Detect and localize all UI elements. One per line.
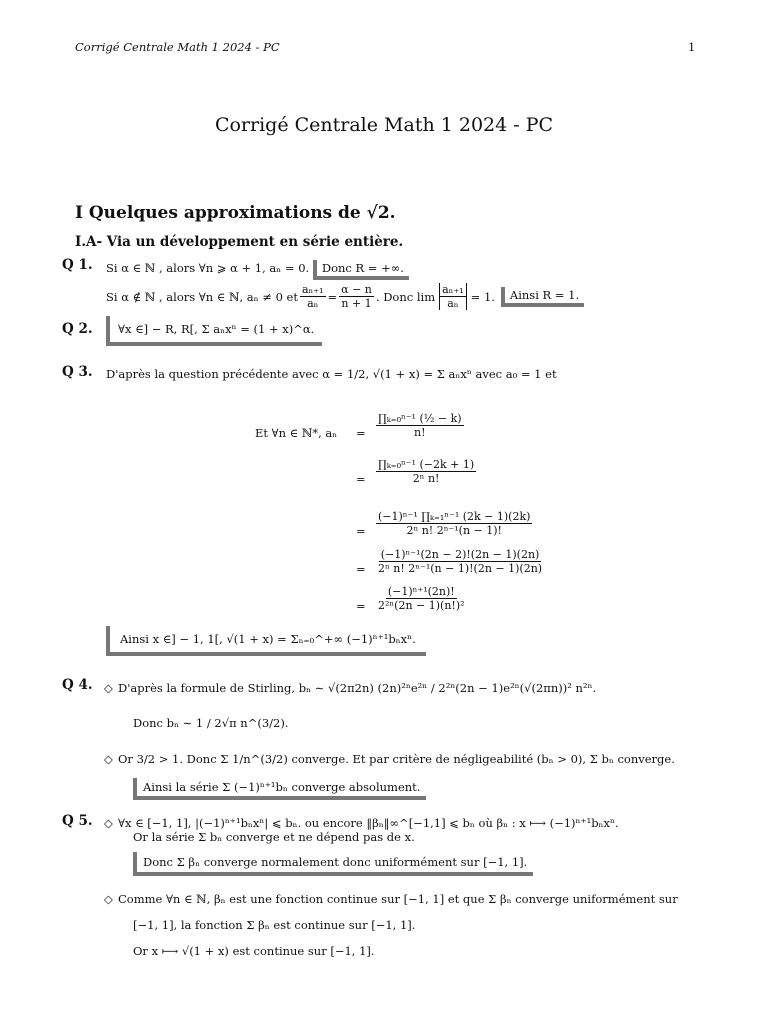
- page-number: 1: [688, 40, 696, 54]
- q5-box: [133, 852, 533, 876]
- q4-box: [133, 778, 426, 800]
- q1-line2b: . Donc lim: [375, 289, 436, 304]
- q1-line2a: Si α ∉ ℕ , alors ∀n ∈ ℕ, aₙ ≠ 0 et: [106, 289, 298, 304]
- q5-bullet-2: ◇: [104, 892, 113, 906]
- q4-line2: Donc bₙ ∼ 1 / 2√π n^(3/2).: [133, 716, 289, 730]
- q3-eq-numerator: (−1)ⁿ⁻¹(2n − 2)!(2n − 1)(2n): [380, 548, 540, 561]
- page-title: Corrigé Centrale Math 1 2024 - PC: [214, 114, 554, 136]
- q4-bullet-1: ◇: [104, 681, 113, 695]
- q1-abs-frac: $\frac{\text{aₙ₊₁}}{\text{aₙ}}$: [439, 283, 467, 310]
- q3-lhs: Et ∀n ∈ ℕ*, aₙ: [255, 426, 338, 440]
- q5-label: Q 5.: [62, 813, 93, 829]
- q5-line5: Or x ⟼ √(1 + x) est continue sur [−1, 1].: [133, 944, 375, 958]
- q1-label: Q 1.: [62, 257, 93, 273]
- q5-line2: Or la série Σ bₙ converge et ne dépend pas de x.: [133, 830, 415, 844]
- q3-eq-denominator: 2ⁿ n! 2ⁿ⁻¹(n − 1)!(2n − 1)(2n): [378, 562, 543, 575]
- q3-eq-numerator: (−1)ⁿ⁺¹(2n)!: [387, 585, 455, 598]
- q3-eq-fraction: [376, 585, 467, 612]
- q3-eq-op: =: [356, 599, 366, 613]
- q3-eq-denominator: n!: [414, 426, 426, 439]
- q3-eq-op: =: [356, 524, 366, 538]
- q1-line2c: = 1.: [470, 289, 495, 304]
- q3-eq-op: =: [356, 426, 366, 440]
- q3-eq-numerator: ∏ₖ₌₀ⁿ⁻¹ (−2k + 1): [378, 458, 475, 471]
- q3-eq-denominator: 2²ⁿ(2n − 1)(n!)²: [378, 599, 465, 612]
- q1-box2: Ainsi R = 1.: [501, 287, 584, 307]
- q3-label: Q 3.: [62, 364, 93, 380]
- q2-label: Q 2.: [62, 321, 93, 337]
- subsection-heading: I.A- Via un développement en série entière.: [75, 234, 404, 250]
- q1-line1: [106, 260, 409, 280]
- q1-box1: Donc R = +∞.: [313, 260, 409, 280]
- q2-box: [106, 316, 322, 346]
- q5-line1: ∀x ∈ [−1, 1], |(−1)ⁿ⁺¹bₙxⁿ| ⩽ bₙ. ou encore ‖βₙ‖∞^[−1,1] ⩽ bₙ où βₙ : x ⟼ (−1)ⁿ⁺¹bₙxⁿ.: [118, 816, 619, 830]
- q3-eq-numerator: (−1)ⁿ⁻¹ ∏ₖ₌₁ⁿ⁻¹ (2k − 1)(2k): [378, 510, 531, 523]
- q4-line3: Or 3/2 > 1. Donc Σ 1/n^(3/2) converge. Et par critère de négligeabilité (bₙ > 0), Σ bₙ converge.: [118, 752, 675, 766]
- q3-intro: D'après la question précédente avec α = 1/2, √(1 + x) = Σ aₙxⁿ avec a₀ = 1 et: [106, 367, 557, 381]
- q3-eq-denominator: 2ⁿ n! 2ⁿ⁻¹(n − 1)!: [406, 524, 502, 537]
- q3-eq-fraction: [376, 458, 476, 485]
- q3-eq-denominator: 2ⁿ n!: [412, 472, 440, 485]
- q4-box-text: Ainsi la série Σ (−1)ⁿ⁺¹bₙ converge absolument.: [143, 780, 421, 794]
- q3-eq-numerator: ∏ₖ₌₀ⁿ⁻¹ (½ − k): [378, 412, 462, 425]
- q2-box-text: ∀x ∈] − R, R[, Σ aₙxⁿ = (1 + x)^α.: [118, 322, 315, 336]
- section-heading: I Quelques approximations de √2.: [75, 203, 396, 223]
- q1-frac-a: $\frac{\text{aₙ₊₁}}{\text{aₙ}}$: [301, 283, 324, 310]
- q5-bullet-1: ◇: [104, 816, 113, 830]
- q3-eq-fraction: [376, 412, 464, 439]
- q3-eq-fraction: [376, 548, 544, 575]
- q1-line2: [106, 283, 584, 310]
- q1-eq: =: [327, 289, 338, 304]
- q4-line1: D'après la formule de Stirling, bₙ ∼ √(2π2n) (2n)²ⁿe²ⁿ / 2²ⁿ(2n − 1)e²ⁿ(√(2πn))² n²ⁿ.: [118, 681, 597, 695]
- q3-eq-fraction: [376, 510, 532, 537]
- q1-line1-text: Si α ∈ ℕ , alors ∀n ⩾ α + 1, aₙ = 0.: [106, 261, 310, 275]
- q3-box: [106, 626, 426, 656]
- running-header: Corrigé Centrale Math 1 2024 - PC: [75, 40, 280, 54]
- q5-line4: [−1, 1], la fonction Σ βₙ est continue sur [−1, 1].: [133, 918, 416, 932]
- q3-box-text: Ainsi x ∈] − 1, 1[, √(1 + x) = Σₙ₌₀^+∞ (−1)ⁿ⁺¹bₙxⁿ.: [120, 632, 416, 646]
- q4-label: Q 4.: [62, 677, 93, 693]
- q5-line3: Comme ∀n ∈ ℕ, βₙ est une fonction continue sur [−1, 1] et que Σ βₙ converge uniformément sur: [118, 892, 678, 906]
- q3-eq-op: =: [356, 472, 366, 486]
- q1-frac-b: $\frac{\alpha - n}{n + 1}$: [341, 283, 372, 310]
- q5-box-text: Donc Σ βₙ converge normalement donc uniformément sur [−1, 1].: [143, 855, 528, 869]
- q4-bullet-2: ◇: [104, 752, 113, 766]
- q3-eq-op: =: [356, 562, 366, 576]
